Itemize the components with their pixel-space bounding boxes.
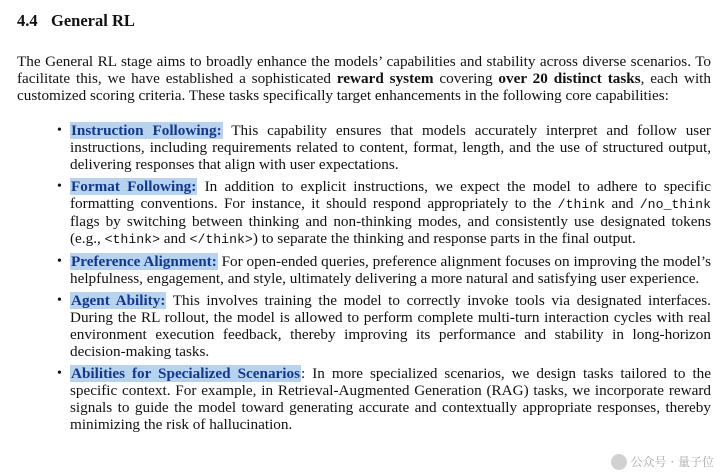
paper-page: [17, 0, 711, 438]
capability-description: flags by switching between thinking and non-thinking modes, and consistently use designated tokens (e.g.,: [70, 213, 711, 247]
section-title: General RL: [51, 11, 135, 30]
watermark-text: 公众号 · 量子位: [630, 455, 714, 469]
intro-paragraph: [17, 53, 711, 104]
highlighted-term: Instruction Following:: [71, 122, 222, 139]
capability-description: This involves training the model to correctly invoke tools via designated interfaces. During the RL rollout, the model is allowed to perform complete multi-turn interaction cycles with real environment execution feedback, thereby improving its performance and stability in long-horizon decision-making tasks.: [70, 292, 711, 360]
capability-specialized-scenarios: [17, 365, 711, 433]
highlighted-term: Format Following:: [71, 178, 197, 195]
capability-description: For open-ended queries, preference alignment focuses on improving the model’s helpfulness, engagement, and style, ultimately delivering a more natural and satisfying user experience.: [70, 253, 711, 287]
capability-format-following: [17, 178, 711, 248]
intro-bold-task-count: over 20 distinct tasks: [498, 70, 641, 87]
intro-text: The General RL stage aims to broadly enhance the models’ capabilities and stability across diverse scenarios. To facilitate this, we have established a sophisticated: [17, 53, 711, 87]
bullet-marker: •: [57, 179, 62, 194]
capability-preference-alignment: [17, 253, 711, 287]
capability-description: and: [605, 195, 640, 212]
code-think-flag: /think: [557, 197, 606, 212]
capability-description: : In more specialized scenarios, we design tasks tailored to the specific context. For example, in Retrieval-Augmented Generation (RAG) tasks, we incorporate reward signals to guide the model toward generating accurate and contextually appropriate responses, thereby minimizing the risk of hallucination.: [70, 365, 711, 433]
capability-agent-ability: [17, 292, 711, 360]
intro-text: , each with customized scoring criteria. These tasks specifically target enhancements in the following core capabilities:: [17, 70, 711, 104]
bullet-marker: •: [57, 366, 62, 381]
section-number: 4.4: [17, 11, 38, 30]
code-think-open-token: <think>: [104, 232, 160, 247]
watermark: [611, 453, 714, 470]
capability-description: This capability ensures that models accurately interpret and follow user instructions, including requirements related to content, format, length, and the use of structured output, delivering responses that align with user expectations.: [70, 122, 711, 173]
bullet-marker: •: [57, 293, 62, 308]
intro-bold-reward-system: reward system: [336, 70, 434, 87]
section-heading: [17, 11, 711, 31]
wechat-logo-icon: [611, 454, 627, 470]
highlighted-term: Agent Ability:: [71, 292, 166, 309]
capability-description: In addition to explicit instructions, we expect the model to adhere to specific formatting conventions. For instance, it should respond appropriately to the: [70, 178, 711, 212]
bullet-marker: •: [57, 254, 62, 269]
code-no-think-flag: /no_think: [639, 197, 711, 212]
highlighted-term: Preference Alignment:: [71, 253, 217, 270]
intro-text: covering: [433, 70, 499, 87]
highlighted-term: Abilities for Specialized Scenarios: [71, 365, 301, 382]
capability-description: ) to separate the thinking and response parts in the final output.: [252, 230, 636, 247]
code-think-close-token: </think>: [189, 232, 253, 247]
capability-instruction-following: [17, 122, 711, 173]
capability-list: [17, 122, 711, 433]
bullet-marker: •: [57, 123, 62, 138]
capability-description: and: [160, 230, 190, 247]
